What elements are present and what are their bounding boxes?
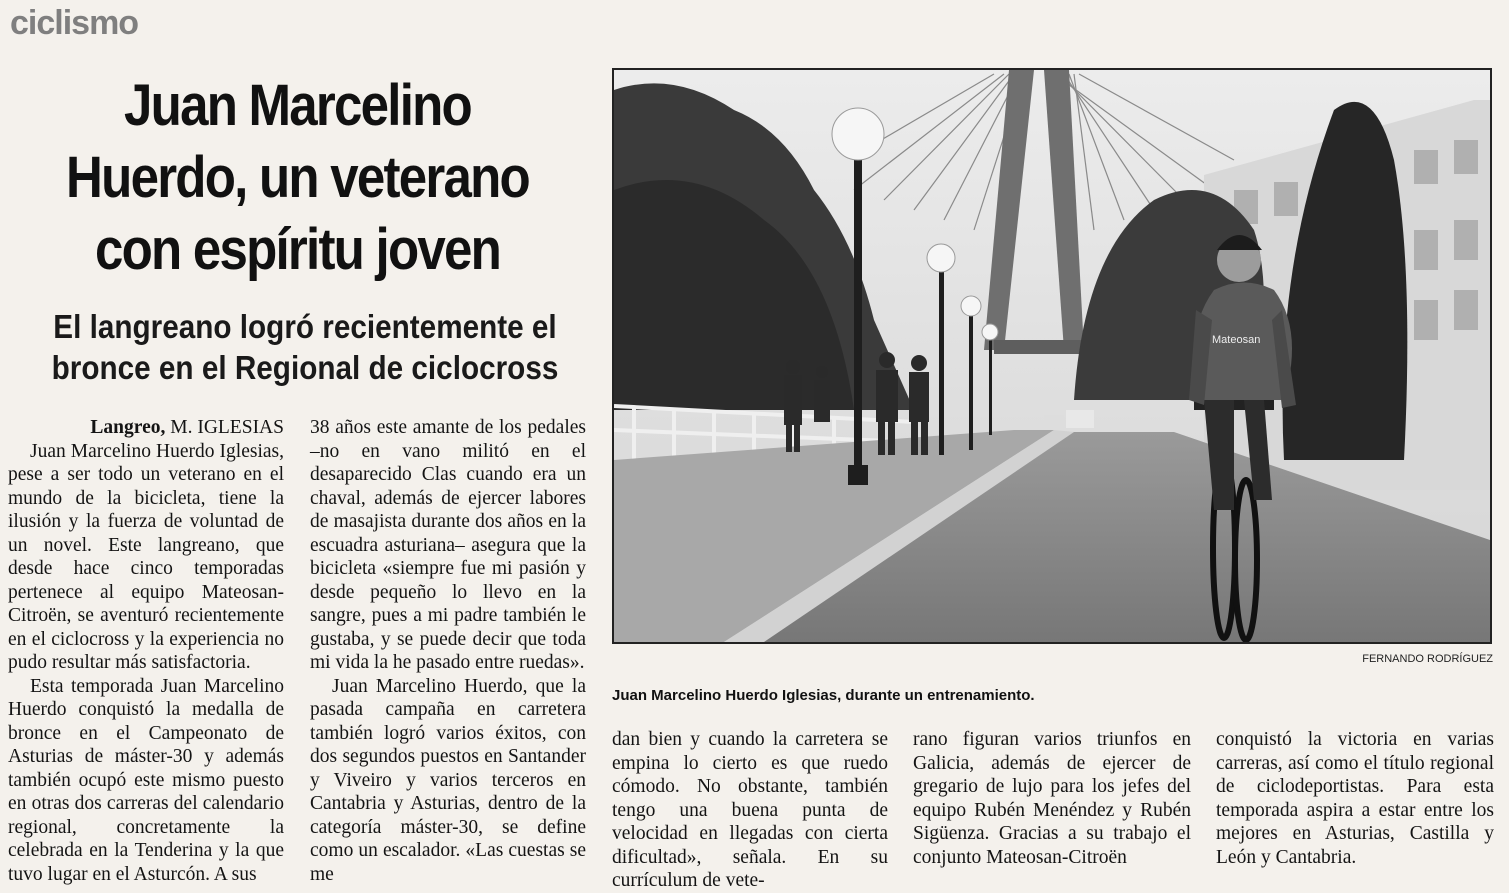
article-photo — [612, 68, 1492, 644]
paragraph: 38 años este amante de los pedales –no en vano militó en el desaparecido Clas cuando era un chaval, además de ejercer labores de masajista durante dos años en la escuadra asturiana– asegura que la bicicleta «siempre fue mi pasión y desde pequeño lo llevo en la sangre, pues a mi padre también le gustaba, y se puede decir que toda mi vida la he pasado entre ruedas». — [310, 417, 586, 673]
subheadline-line: El langreano logró recientemente el — [53, 308, 557, 345]
cyclist-photo-illustration — [614, 70, 1490, 642]
headline — [45, 70, 551, 286]
section-label: ciclismo — [10, 4, 139, 42]
headline-line: Huerdo, un veterano — [66, 145, 529, 210]
article-column-2 — [310, 416, 586, 886]
article-column-4 — [913, 728, 1191, 869]
byline — [8, 416, 284, 440]
article-column-5 — [1216, 728, 1494, 869]
jersey-text: Mateosan — [1212, 334, 1261, 346]
byline-author: M. IGLESIAS — [170, 417, 284, 438]
paragraph: Juan Marcelino Huerdo Iglesias, pese a ser todo un veterano en el mundo de la bicicleta, tiene la ilusión y la fuerza de voluntad de un novel. Este langreano, que desde hace cinco temporadas pertenece al equipo Mateosan-Citroën, se aventuró recientemente en el ciclocross y la experiencia no pudo resultar más satisfactoria. — [8, 440, 284, 673]
article-column-3 — [612, 728, 888, 893]
article-column-1 — [8, 416, 284, 886]
subheadline-line: bronce en el Regional de ciclocross — [51, 349, 559, 386]
paragraph: dan bien y cuando la carretera se empina lo cierto es que ruedo cómodo. No obstante, también tengo una buena punta de velocidad en llegadas con cierta dificultad», señala. En su currículum de vete- — [612, 729, 888, 891]
paragraph: conquistó la victoria en varias carreras, así como el título regional de ciclodeportistas. Para esta temporada aspira a estar entre los mejores en Asturias, Castilla y León y Cantabria. — [1216, 729, 1494, 868]
photo-caption: Juan Marcelino Huerdo Iglesias, durante un entrenamiento. — [612, 687, 1035, 704]
photo-credit: FERNANDO RODRÍGUEZ — [1362, 653, 1493, 665]
paragraph: rano figuran varios triunfos en Galicia, además de ejercer de gregario de lujo para los jefes del equipo Rubén Menéndez y Rubén Sigüenza. Gracias a su trabajo el conjunto Mateosan-Citroën — [913, 729, 1191, 868]
subheadline — [40, 306, 571, 388]
headline-line: con espíritu joven — [94, 217, 501, 282]
paragraph: Juan Marcelino Huerdo, que la pasada campaña en carretera también logró varios éxitos, con dos segundos puestos en Santander y Viveiro y varios terceros en Cantabria y Asturias, dentro de la categoría máster-30, se define como un escalador. «Las cuestas se me — [310, 675, 586, 885]
headline-line: Juan Marcelino — [124, 73, 471, 138]
paragraph: Esta temporada Juan Marcelino Huerdo conquistó la medalla de bronce en el Campeonato de Asturias de máster-30 y además también ocupó este mismo puesto en otras dos carreras del calendario regional, concretamente la celebrada en la Tenderina y la que tuvo lugar en el Asturcón. A sus — [8, 675, 284, 885]
byline-place: Langreo, — [90, 417, 166, 438]
